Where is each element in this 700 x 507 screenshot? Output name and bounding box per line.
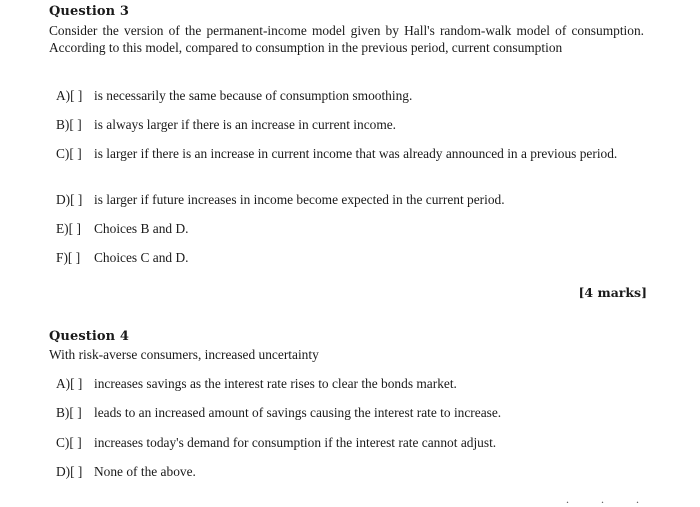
- option-text: is larger if there is an increase in current income that was already announced in a previous period.: [94, 146, 618, 161]
- option-letter: B)[ ]: [56, 117, 82, 132]
- option-letter: C)[ ]: [56, 146, 82, 161]
- option-text: None of the above.: [94, 464, 196, 479]
- option-letter: C)[ ]: [56, 435, 82, 450]
- option-text: leads to an increased amount of savings causing the interest rate to increase.: [94, 405, 502, 420]
- option-letter: A)[ ]: [56, 88, 83, 103]
- question-3-title: Question 3: [49, 4, 130, 19]
- q3-option-f[interactable]: [56, 249, 646, 266]
- q3-option-c[interactable]: [56, 145, 646, 162]
- question-3-marks: [4 marks]: [578, 285, 647, 300]
- q4-option-a[interactable]: [56, 375, 646, 392]
- q4-option-b[interactable]: [56, 404, 646, 421]
- q3-option-d[interactable]: [56, 191, 646, 208]
- option-text: Choices B and D.: [94, 221, 189, 236]
- page-continuation-dots: ...: [566, 492, 671, 506]
- option-text: is larger if future increases in income become expected in the current period.: [94, 192, 505, 207]
- q3-option-e[interactable]: [56, 220, 646, 237]
- option-letter: A)[ ]: [56, 376, 83, 391]
- q3-option-a[interactable]: [56, 87, 646, 104]
- question-4-stem: With risk-averse consumers, increased uncertainty: [49, 347, 319, 362]
- option-letter: D)[ ]: [56, 192, 83, 207]
- question-4-title: Question 4: [49, 329, 130, 344]
- option-letter: D)[ ]: [56, 464, 83, 479]
- option-letter: B)[ ]: [56, 405, 82, 420]
- q4-option-c[interactable]: [56, 434, 646, 451]
- option-text: is always larger if there is an increase in current income.: [94, 117, 397, 132]
- option-text: is necessarily the same because of consumption smoothing.: [94, 88, 413, 103]
- option-letter: F)[ ]: [56, 250, 81, 265]
- option-text: increases savings as the interest rate rises to clear the bonds market.: [94, 376, 457, 391]
- option-text: Choices C and D.: [94, 250, 189, 265]
- q4-option-d[interactable]: [56, 463, 646, 480]
- q3-option-b[interactable]: [56, 116, 646, 133]
- option-letter: E)[ ]: [56, 221, 81, 236]
- question-3-stem: Consider the version of the permanent-income model given by Hall's random-walk model of consumption. According to this model, compared to consumption in the previous period, current consumption: [49, 23, 644, 55]
- option-text: increases today's demand for consumption if the interest rate cannot adjust.: [94, 435, 497, 450]
